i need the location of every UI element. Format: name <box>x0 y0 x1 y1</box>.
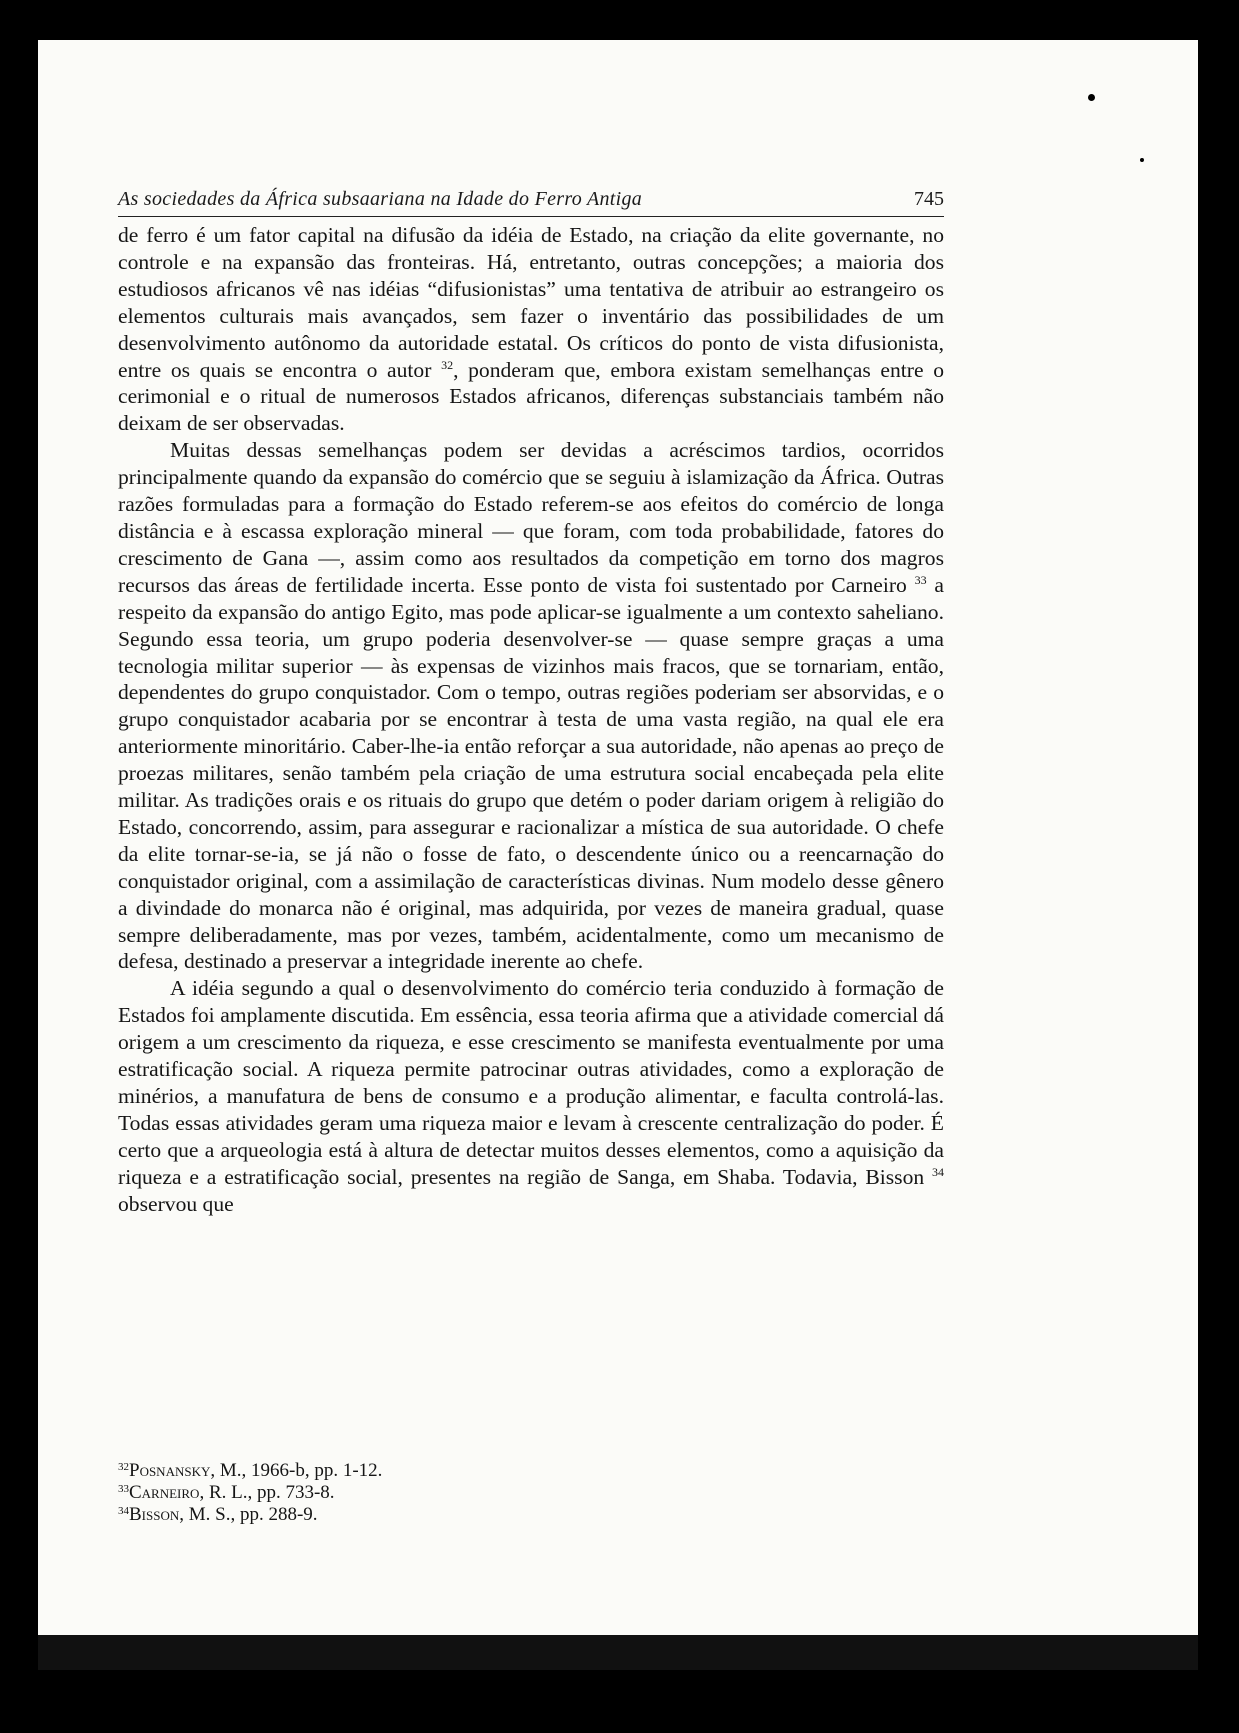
text-run: , ponderam que, embora existam semelhanças entre o cerimonial e o ritual de numerosos Estados africanos, diferenças substanciais também não deixam de ser observadas. <box>118 357 944 436</box>
paragraph <box>118 437 944 975</box>
footnote-number: 33 <box>118 1483 129 1495</box>
paragraph <box>118 975 944 1217</box>
footnote-author: Carneiro <box>129 1482 200 1503</box>
page-number: 745 <box>914 188 944 210</box>
ink-speck <box>1088 94 1095 101</box>
footnote-ref: 32 <box>441 357 454 372</box>
footnote-author: Posnansky <box>129 1460 211 1481</box>
scan-edge <box>38 1635 1198 1670</box>
paragraph <box>118 222 944 437</box>
footnotes <box>118 1460 944 1526</box>
footnote-number: 32 <box>118 1461 129 1473</box>
text-run: observou que <box>118 1191 234 1216</box>
footnote-citation: , M. S., pp. 288-9. <box>179 1504 318 1525</box>
footnote <box>118 1460 944 1482</box>
text-run: A idéia segundo a qual o desenvolvimento do comércio teria conduzido à formação de Estados foi amplamente discutida. Em essência, essa teoria afirma que a atividade comercial dá origem a um crescimento da riqueza, e esse crescimento se manifesta eventualmente por uma estratificação social. A riqueza permite patrocinar outras atividades, como a exploração de minérios, a manufatura de bens de consumo e a produção alimentar, e faculta controlá-las. Todas essas atividades geram uma riqueza maior e levam à crescente centralização do poder. É certo que a arqueologia está à altura de detectar muitos desses elementos, como a aquisição da riqueza e a estratificação social, presentes na região de Sanga, em Shaba. Todavia, Bisson <box>118 976 944 1189</box>
ink-speck <box>1140 158 1144 162</box>
running-header <box>118 186 944 217</box>
text-run: de ferro é um fator capital na difusão da idéia de Estado, na criação da elite governante, no controle e na expansão das fronteiras. Há, entretanto, outras concepções; a maioria dos estudiosos africanos vê nas idéias “difusionistas” uma tentativa de atribuir ao estrangeiro os elementos culturais mais avançados, sem fazer o inventário das possibilidades de um desenvolvimento autônomo da autoridade estatal. Os críticos do ponto de vista difusionista, entre os quais se encontra o autor <box>118 223 944 382</box>
footnote <box>118 1504 944 1526</box>
page-sheet <box>38 40 1198 1670</box>
text-run: Muitas dessas semelhanças podem ser devidas a acréscimos tardios, ocorridos principalmente quando da expansão do comércio que se seguiu à islamização da África. Outras razões formuladas para a formação do Estado referem-se aos efeitos do comércio de longa distância e à escassa exploração mineral — que foram, com toda probabilidade, fatores do crescimento de Gana —, assim como aos resultados da competição em torno dos magros recursos das áreas de fertilidade incerta. Esse ponto de vista foi sustentado por Carneiro <box>118 438 944 597</box>
footnote <box>118 1482 944 1504</box>
footnote-ref: 33 <box>914 572 927 587</box>
text-run: a respeito da expansão do antigo Egito, mas pode aplicar-se igualmente a um contexto saheliano. Segundo essa teoria, um grupo poderia desenvolver-se — quase sempre graças a uma tecnologia militar superior — às expensas de vizinhos mais fracos, que se tornariam, então, dependentes do grupo conquistador. Com o tempo, outras regiões poderiam ser absorvidas, e o grupo conquistador acabaria por se encontrar à testa de uma vasta região, na qual ele era anteriormente minoritário. Caber-lhe-ia então reforçar a sua autoridade, não apenas ao preço de proezas militares, senão também pela criação de uma estrutura social encabeçada pela elite militar. As tradições orais e os rituais do grupo que detém o poder dariam origem à religião do Estado, concorrendo, assim, para assegurar e racionalizar a mística de sua autoridade. O chefe da elite tornar-se-ia, se já não o fosse de fato, o descendente único ou a reencarnação do conquistador original, com a assimilação de características divinas. Num modelo desse gênero a divindade do monarca não é original, mas adquirida, por vezes de maneira gradual, quase sempre deliberadamente, mas por vezes, também, acidentalmente, como um mecanismo de defesa, destinado a preservar a integridade inerente ao chefe. <box>118 572 945 974</box>
footnote-number: 34 <box>118 1505 129 1517</box>
footnote-author: Bisson <box>129 1504 180 1525</box>
footnote-ref: 34 <box>932 1164 944 1179</box>
body-text <box>118 222 944 1218</box>
footnote-citation: , M., 1966-b, pp. 1-12. <box>210 1460 383 1481</box>
running-title: As sociedades da África subsaariana na Idade do Ferro Antiga <box>118 188 643 210</box>
footnote-citation: , R. L., pp. 733-8. <box>199 1482 335 1503</box>
